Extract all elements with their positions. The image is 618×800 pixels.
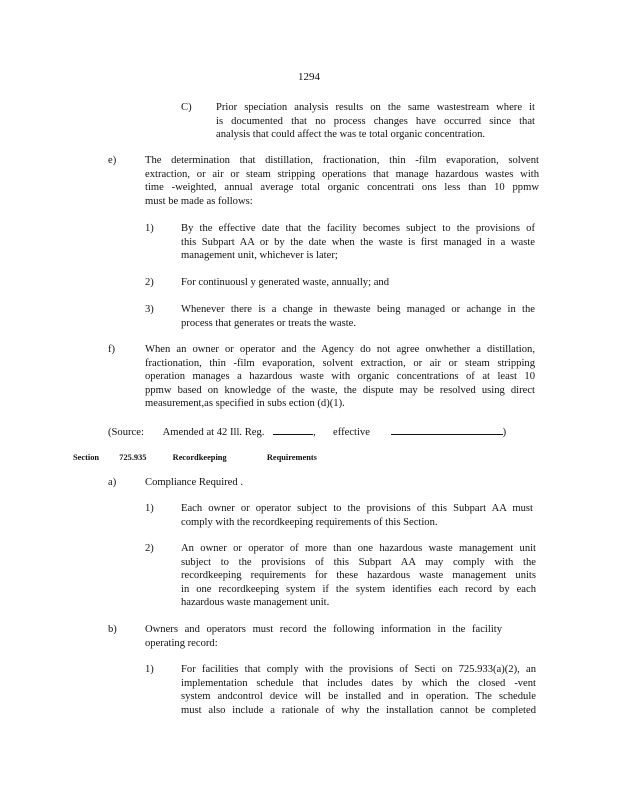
section-number: 725.935 [119,453,147,462]
source-close: ) [502,427,507,438]
paragraph-text: Owners and operators must record the following information in the facility operating record: [145,624,502,649]
source-effective: effective [333,427,370,438]
subitem-text: By the effective date that the facility becomes subject to the provisions of this Subpart AA or by the date when the waste is first managed in a waste management unit, whichever is later; [181,223,535,262]
subitem-text: Prior speciation analysis results on the same wastestream where it is documented that no process changes have occurred since that analysis that could affect the was te total organic concentration. [216,102,535,141]
paragraph-label: b) [108,624,117,635]
page-number: 1294 [298,71,320,83]
subitem-label: 3) [145,304,154,315]
source-amended: Amended at 42 Ill. Reg. [162,427,265,438]
effective-blank [391,424,503,435]
subitem-label: 1) [145,223,154,234]
subitem-text: For facilities that comply with the provisions of Secti on 725.933(a)(2), an implementation schedule that includes dates by which the closed -vent system andcontrol device will be installed and in operation. The schedule must also include a rationale of why the installation cannot be completed [181,664,536,716]
source-note [108,424,506,440]
paragraph-text: The determination that distillation, fractionation, thin -film evaporation, solvent extraction, or air or steam stripping operations that manage hazardous wastes with time -weighted, annual average total organic concentrati ons less than 10 ppmw must be made as follows: [145,155,539,207]
source-comma: , [313,427,316,438]
source-open: (Source: [108,427,144,438]
section-title-2: Requirements [266,453,317,462]
subitem-text: An owner or operator of more than one hazardous waste management unit subject to the provisions of this Subpart AA may comply with the recordkeeping requirements for these hazardous waste management units in one recordkeeping system if the system identifies each record by each hazardous waste management unit. [181,543,536,609]
subitem-label: 2) [145,543,154,554]
paragraph-text: Compliance Required . [145,477,243,488]
subitem-text: Whenever there is a change in thewaste being managed or achange in the process that generates or treats the waste. [181,304,535,329]
paragraph-label: e) [108,155,117,166]
reg-blank [273,424,313,435]
paragraph-text: When an owner or operator and the Agency do not agree onwhether a distillation, fractionation, thin -film evaporation, solvent extraction, or air or steam stripping operation manages a hazardous waste with organic concentrations of at least 10 ppmw based on knowledge of the waste, the dispute may be resolved using direct measurement,as specified in subs ection (d)(1). [145,344,535,410]
section-heading [73,451,317,465]
section-title: Recordkeeping [172,453,227,462]
subitem-text: Each owner or operator subject to the provisions of this Subpart AA must comply with the recordkeeping requirements of this Section. [181,503,533,528]
paragraph-label: f) [108,344,116,355]
subitem-label: C) [181,102,192,113]
subitem-text: For continuousl y generated waste, annually; and [181,277,389,288]
subitem-label: 2) [145,277,154,288]
paragraph-label: a) [108,477,117,488]
subitem-label: 1) [145,664,154,675]
subitem-label: 1) [145,503,154,514]
section-word: Section [73,453,100,462]
